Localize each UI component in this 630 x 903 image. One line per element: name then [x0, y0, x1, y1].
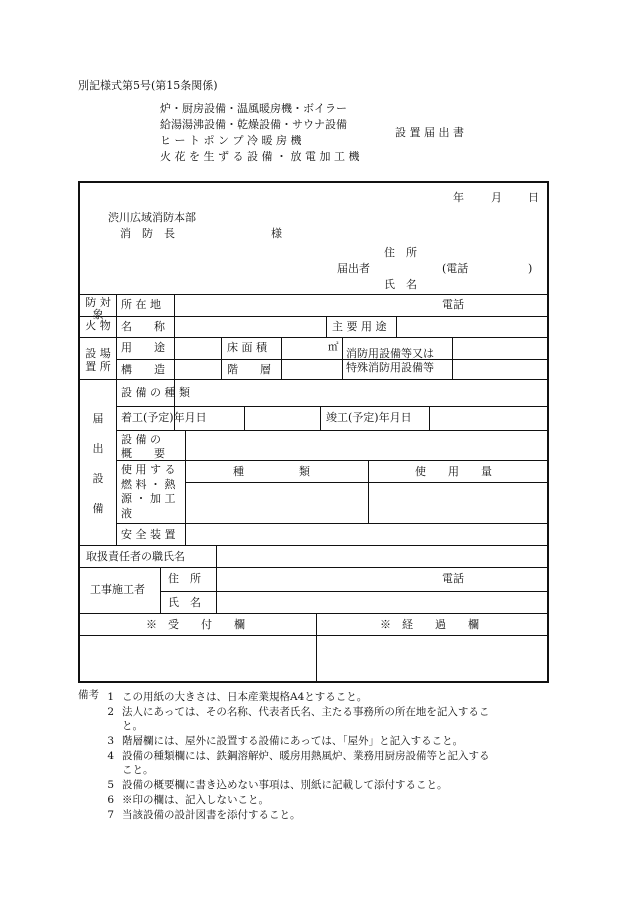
progress-label: ※ 経 過 欄 — [380, 618, 479, 631]
rule — [80, 635, 547, 636]
rule — [116, 294, 117, 545]
equipment-line-1: 炉・厨房設備・温風暖房機・ボイラー — [160, 102, 347, 115]
rule — [116, 523, 547, 524]
rule — [116, 460, 547, 461]
rule — [244, 406, 245, 430]
install-place-label: 設 場 置 所 — [85, 347, 111, 373]
phone-close: ) — [528, 262, 533, 275]
note-2: 2 法人にあっては、その名称、代表者氏名、主たる事務所の所在地を記入するこ と。 — [107, 706, 490, 733]
amount-header: 使 用 量 — [415, 465, 492, 478]
rule — [342, 337, 343, 379]
facility-name-label: 名 称 — [121, 320, 165, 333]
rule — [80, 337, 547, 338]
fire-target-phone-label: 電話 — [442, 298, 464, 311]
equipment-outline-label: 設 備 の 概 要 — [121, 433, 165, 460]
equipment-group-label: 届 出 設 備 — [92, 412, 104, 515]
floor-area-label: 床 面 積 — [227, 341, 267, 354]
kind-header: 種 類 — [233, 465, 310, 478]
rule — [185, 430, 186, 545]
form-title: 設 置 届 出 書 — [395, 126, 464, 139]
main-use-label: 主 要 用 途 — [332, 320, 387, 333]
rule — [185, 482, 547, 483]
rule — [160, 591, 547, 592]
area-unit: ㎡ — [328, 341, 339, 353]
notifier-label: 届出者 — [337, 262, 370, 275]
rule — [174, 294, 175, 337]
address-label: 住 所 — [384, 246, 417, 259]
date-day: 日 — [528, 191, 539, 204]
rule — [452, 337, 453, 379]
rule — [216, 567, 217, 613]
fire-equipment-label: 消防用設備等又は 特殊消防用設備等 — [346, 347, 434, 374]
fuel-label: 使 用 す る 燃 料 ・ 熱 源 ・ 加 工 液 — [121, 463, 176, 520]
note-7: 7 当該設備の設計図書を添付すること。 — [107, 809, 301, 821]
date-month: 月 — [491, 191, 502, 204]
reception-label: ※ 受 付 欄 — [146, 618, 245, 631]
rule — [216, 545, 217, 567]
note-6: 6 ※印の欄は、記入しないこと。 — [107, 794, 269, 806]
location-label: 所 在 地 — [121, 298, 161, 311]
story-label: 階 層 — [227, 363, 271, 376]
equipment-line-3: ヒ ー ト ポ ン プ 冷 暖 房 機 — [160, 134, 302, 147]
equipment-line-2: 給湯湯沸設備・乾燥設備・サウナ設備 — [160, 118, 347, 131]
rule — [80, 316, 547, 317]
equipment-type-label: 設 備 の 種 類 — [121, 386, 190, 399]
contractor-phone-label: 電話 — [442, 572, 464, 585]
contractor-address-label: 住 所 — [168, 572, 201, 585]
honorific: 様 — [271, 227, 282, 240]
rule — [80, 294, 547, 295]
rule — [80, 545, 547, 546]
rule — [116, 406, 547, 407]
rule — [281, 337, 282, 379]
rule — [326, 316, 327, 337]
complete-date-label: 竣工(予定)年月日 — [326, 411, 412, 424]
structure-label: 構 造 — [121, 363, 165, 376]
rule — [429, 406, 430, 430]
form-number: 別記様式第5号(第15条関係) — [78, 79, 218, 92]
note-3: 3 階層欄には、屋外に設置する設備にあっては、「屋外」と記入すること。 — [107, 735, 464, 747]
name-label: 氏 名 — [384, 278, 417, 291]
rule — [80, 613, 547, 614]
contractor-label: 工事施工者 — [90, 583, 145, 596]
safety-device-label: 安 全 装 置 — [121, 528, 176, 541]
rule — [80, 567, 547, 568]
equipment-line-4: 火 花 を 生 ず る 設 備 ・ 放 電 加 工 機 — [160, 150, 360, 163]
manager-label: 取扱責任者の職氏名 — [86, 550, 185, 563]
rule — [396, 316, 397, 337]
addressee-org: 渋川広域消防本部 — [108, 211, 196, 224]
use-label: 用 途 — [121, 341, 165, 354]
phone-label: (電話 — [442, 262, 469, 275]
rule — [368, 460, 369, 523]
form-table — [78, 181, 549, 683]
rule — [116, 359, 547, 360]
rule — [174, 337, 175, 379]
rule — [221, 337, 222, 379]
fire-target-label: 防 対 象 火 物 — [85, 296, 111, 332]
note-1: 1 この用紙の大きさは、日本産業規格A4とすること。 — [107, 691, 368, 703]
rule — [80, 379, 547, 380]
rule — [160, 567, 161, 613]
note-5: 5 設備の概要欄に書き込めない事項は、別紙に記載して添付すること。 — [107, 779, 448, 791]
addressee-title: 消 防 長 — [120, 227, 175, 240]
start-date-label: 着工(予定)年月日 — [121, 411, 207, 424]
date-year: 年 — [453, 191, 464, 204]
contractor-name-label: 氏 名 — [168, 596, 201, 609]
rule — [320, 406, 321, 430]
rule — [316, 613, 317, 681]
notes-title: 備考 — [78, 689, 99, 701]
rule — [116, 430, 547, 431]
note-4: 4 設備の種類欄には、鉄鋼溶解炉、暖房用熱風炉、業務用厨房設備等と記入する こと。 — [107, 750, 490, 777]
